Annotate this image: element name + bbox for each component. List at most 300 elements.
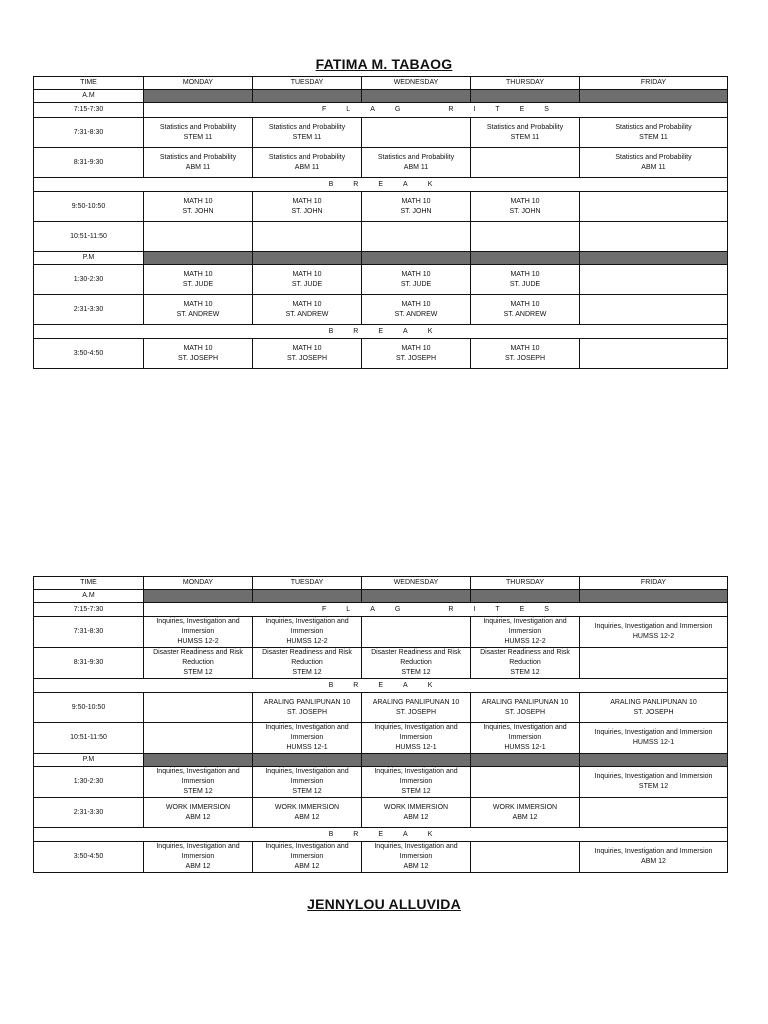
subject-name: Reduction	[400, 659, 432, 666]
section-name: HUMSS 12-2	[286, 638, 328, 645]
shaded-cell	[580, 90, 728, 103]
class-cell-tuesday	[253, 693, 362, 723]
banner-letter: E	[378, 327, 384, 335]
section-name: ST. ANDREW	[394, 310, 438, 318]
time-cell: 8:31-9:30	[34, 148, 144, 178]
time-slot-row	[34, 842, 728, 873]
break-banner	[34, 828, 728, 842]
class-cell-thursday	[471, 222, 580, 252]
class-cell-tuesday	[253, 192, 362, 222]
subject-name: WORK IMMERSION	[165, 803, 231, 811]
break-banner	[34, 178, 728, 192]
class-cell-tuesday	[253, 295, 362, 325]
time-cell: 2:31-3:30	[34, 295, 144, 325]
section-name: ST. ANDREW	[176, 310, 220, 318]
header-row	[34, 77, 728, 90]
subject-name: MATH 10	[401, 300, 431, 308]
banner-letter: G	[394, 605, 401, 613]
subject-name: Inquiries, Investigation and	[156, 843, 240, 850]
time-slot-row	[34, 617, 728, 648]
header-row	[34, 577, 728, 590]
column-header-friday: FRIDAY	[580, 77, 728, 90]
banner-letter: B	[328, 180, 334, 188]
class-cell-thursday	[471, 118, 580, 148]
section-name: HUMSS 12-2	[632, 633, 675, 640]
banner-letter: K	[427, 327, 433, 335]
shaded-cell	[580, 252, 728, 265]
class-cell-friday	[580, 192, 728, 222]
class-cell-thursday	[471, 148, 580, 178]
section-name: ST. JOSEPH	[395, 354, 437, 362]
class-cell-monday	[144, 148, 253, 178]
section-name: ST. ANDREW	[503, 310, 547, 318]
class-cell-friday	[580, 798, 728, 828]
class-cell-wednesday	[362, 222, 471, 252]
subject-name: Immersion	[290, 734, 324, 741]
subject-name: MATH 10	[292, 344, 322, 352]
class-cell-friday	[580, 339, 728, 369]
section-name: ST. ANDREW	[285, 310, 329, 318]
section-name: ABM 12	[512, 813, 538, 821]
class-cell-tuesday	[253, 842, 362, 873]
class-cell-friday	[580, 767, 728, 798]
shaded-cell	[144, 590, 253, 603]
column-header-friday: FRIDAY	[580, 577, 728, 590]
class-cell-friday	[580, 693, 728, 723]
class-cell-thursday	[471, 192, 580, 222]
time-cell: 7:15-7:30	[34, 103, 144, 118]
column-header-wednesday: WEDNESDAY	[362, 77, 471, 90]
time-slot-row	[34, 192, 728, 222]
class-cell-thursday	[471, 648, 580, 679]
banner-letter: E	[378, 180, 384, 188]
subject-name: Disaster Readiness and Risk	[262, 649, 352, 656]
subject-name: Immersion	[290, 778, 324, 785]
section-row	[34, 754, 728, 767]
shaded-cell	[471, 252, 580, 265]
banner-letter: R	[353, 327, 359, 335]
time-slot-row	[34, 767, 728, 798]
subject-name: WORK IMMERSION	[274, 803, 340, 811]
section-name: ABM 12	[641, 858, 666, 865]
banner-letter: T	[495, 106, 500, 113]
section-name: STEM 12	[292, 788, 322, 795]
class-cell-tuesday	[253, 648, 362, 679]
banner-letter: A	[403, 180, 408, 188]
section-name: ABM 12	[403, 813, 429, 821]
banner-letter: E	[519, 106, 525, 113]
time-slot-row	[34, 265, 728, 295]
class-cell-monday	[144, 222, 253, 252]
subject-name: Inquiries, Investigation and Immersion	[594, 623, 713, 630]
shaded-cell	[362, 90, 471, 103]
class-cell-monday	[144, 339, 253, 369]
section-label: P.M	[34, 252, 144, 265]
subject-name: Inquiries, Investigation and	[156, 618, 240, 625]
banner-letter: A	[370, 106, 375, 113]
column-header-thursday: THURSDAY	[471, 77, 580, 90]
section-name: ST. JOHN	[509, 207, 541, 215]
schedule-table	[33, 76, 728, 369]
section-row	[34, 590, 728, 603]
class-cell-wednesday	[362, 767, 471, 798]
shaded-cell	[362, 754, 471, 767]
banner-letter: S	[544, 106, 549, 113]
subject-name: MATH 10	[401, 270, 431, 278]
subject-name: MATH 10	[183, 197, 213, 205]
time-cell: 9:50-10:50	[34, 693, 144, 723]
subject-name: MATH 10	[292, 300, 322, 308]
class-cell-wednesday	[362, 648, 471, 679]
time-slot-row	[34, 648, 728, 679]
break-row	[34, 325, 728, 339]
banner-letter: R	[448, 106, 454, 113]
class-cell-tuesday	[253, 265, 362, 295]
subject-name: Immersion	[181, 778, 215, 785]
class-cell-monday	[144, 767, 253, 798]
class-cell-thursday	[471, 295, 580, 325]
time-slot-row	[34, 339, 728, 369]
class-cell-wednesday	[362, 339, 471, 369]
section-name: STEM 12	[510, 669, 540, 676]
time-cell: 7:15-7:30	[34, 603, 144, 617]
section-name: ST. JOHN	[182, 207, 214, 215]
banner-letter: F	[322, 605, 327, 613]
shaded-cell	[362, 252, 471, 265]
subject-name: Inquiries, Investigation and	[156, 768, 240, 775]
banner-letter: A	[370, 605, 375, 613]
break-row	[34, 828, 728, 842]
subject-name: Inquiries, Investigation and Immersion	[594, 729, 713, 736]
column-header-time: TIME	[34, 577, 144, 590]
banner-letter: K	[427, 681, 433, 689]
subject-name: Immersion	[399, 734, 433, 741]
class-cell-monday	[144, 118, 253, 148]
class-cell-tuesday	[253, 723, 362, 754]
subject-name: Disaster Readiness and Risk	[480, 649, 570, 656]
banner-letter: K	[427, 830, 433, 838]
class-cell-tuesday	[253, 798, 362, 828]
subject-name: Statistics and Probability	[377, 153, 455, 161]
class-cell-tuesday	[253, 148, 362, 178]
shaded-cell	[471, 590, 580, 603]
section-name: ST. JOSEPH	[395, 708, 437, 716]
break-banner	[34, 679, 728, 693]
class-cell-friday	[580, 295, 728, 325]
banner-letter: L	[346, 605, 351, 613]
subject-name: Reduction	[291, 659, 323, 666]
shaded-cell	[253, 90, 362, 103]
teacher-name-title: FATIMA M. TABAOG	[315, 56, 453, 72]
banner-letter: E	[378, 681, 384, 689]
subject-name: MATH 10	[401, 197, 431, 205]
subject-name: Inquiries, Investigation and	[374, 768, 458, 775]
break-row	[34, 178, 728, 192]
class-cell-wednesday	[362, 192, 471, 222]
class-cell-thursday	[471, 723, 580, 754]
subject-name: WORK IMMERSION	[383, 803, 449, 811]
section-row	[34, 90, 728, 103]
section-name: STEM 12	[183, 669, 213, 676]
subject-name: Statistics and Probability	[159, 123, 237, 131]
section-name: STEM 12	[638, 783, 669, 790]
subject-name: Inquiries, Investigation and Immersion	[594, 773, 713, 780]
section-name: ABM 11	[403, 163, 429, 171]
class-cell-thursday	[471, 339, 580, 369]
subject-name: Immersion	[399, 853, 433, 860]
banner-letter: R	[353, 681, 359, 689]
section-name: ABM 11	[294, 163, 320, 171]
class-cell-wednesday	[362, 693, 471, 723]
section-name: ABM 11	[185, 163, 211, 171]
banner-letter: I	[473, 605, 476, 613]
subject-name: Immersion	[290, 853, 324, 860]
section-name: HUMSS 12-1	[286, 744, 328, 751]
class-cell-wednesday	[362, 842, 471, 873]
class-cell-friday	[580, 648, 728, 679]
class-cell-friday	[580, 723, 728, 754]
column-header-monday: MONDAY	[144, 577, 253, 590]
section-name: HUMSS 12-1	[504, 744, 546, 751]
section-name: ABM 12	[294, 813, 320, 821]
class-cell-friday	[580, 118, 728, 148]
subject-name: Immersion	[181, 628, 215, 635]
time-cell: 10:51-11:50	[34, 222, 144, 252]
column-header-monday: MONDAY	[144, 77, 253, 90]
class-cell-tuesday	[253, 339, 362, 369]
section-name: HUMSS 12-2	[177, 638, 219, 645]
section-name: STEM 12	[183, 788, 213, 795]
subject-name: ARALING PANLIPUNAN 10	[263, 698, 351, 706]
class-cell-tuesday	[253, 118, 362, 148]
banner-letter: R	[353, 830, 359, 838]
banner-letter: B	[328, 681, 334, 689]
section-name: ST. JUDE	[400, 280, 432, 288]
shaded-cell	[144, 252, 253, 265]
class-cell-tuesday	[253, 222, 362, 252]
banner-letter: A	[403, 327, 408, 335]
subject-name: Disaster Readiness and Risk	[371, 649, 461, 656]
flag-rites-row	[34, 103, 728, 118]
class-cell-thursday	[471, 798, 580, 828]
column-header-wednesday: WEDNESDAY	[362, 577, 471, 590]
subject-name: Statistics and Probability	[268, 123, 346, 131]
subject-name: MATH 10	[292, 270, 322, 278]
subject-name: MATH 10	[292, 197, 322, 205]
subject-name: Reduction	[509, 659, 541, 666]
section-name: ST. JUDE	[291, 280, 323, 288]
section-name: ST. JOHN	[400, 207, 432, 215]
time-cell: 8:31-9:30	[34, 648, 144, 679]
subject-name: Disaster Readiness and Risk	[153, 649, 243, 656]
class-cell-wednesday	[362, 265, 471, 295]
section-name: ST. JOSEPH	[504, 354, 546, 362]
shaded-cell	[253, 590, 362, 603]
subject-name: Immersion	[508, 628, 542, 635]
banner-letter: E	[519, 605, 525, 613]
flag-rites-banner	[144, 603, 728, 617]
time-slot-row	[34, 118, 728, 148]
subject-name: ARALING PANLIPUNAN 10	[610, 698, 697, 706]
time-cell: 1:30-2:30	[34, 767, 144, 798]
class-cell-thursday	[471, 842, 580, 873]
banner-letter: B	[328, 327, 334, 335]
time-cell: 1:30-2:30	[34, 265, 144, 295]
section-name: STEM 12	[401, 788, 431, 795]
section-name: ABM 12	[185, 863, 211, 870]
banner-letter: F	[322, 106, 327, 113]
section-name: ST. JOSEPH	[633, 708, 674, 716]
subject-name: MATH 10	[510, 300, 540, 308]
section-name: STEM 11	[510, 133, 540, 141]
class-cell-monday	[144, 617, 253, 648]
subject-name: Inquiries, Investigation and	[374, 724, 458, 731]
column-header-time: TIME	[34, 77, 144, 90]
section-label: A.M	[34, 590, 144, 603]
subject-name: Inquiries, Investigation and	[265, 843, 349, 850]
section-name: STEM 11	[292, 133, 322, 141]
section-label: A.M	[34, 90, 144, 103]
subject-name: Statistics and Probability	[615, 153, 692, 161]
class-cell-wednesday	[362, 798, 471, 828]
shaded-cell	[471, 90, 580, 103]
time-cell: 9:50-10:50	[34, 192, 144, 222]
class-cell-friday	[580, 842, 728, 873]
banner-letter: E	[378, 830, 384, 838]
class-cell-wednesday	[362, 723, 471, 754]
teacher-name-title: JENNYLOU ALLUVIDA	[307, 896, 461, 912]
subject-name: MATH 10	[183, 300, 213, 308]
banner-letter: B	[328, 830, 334, 838]
subject-name: ARALING PANLIPUNAN 10	[481, 698, 569, 706]
subject-name: Immersion	[399, 778, 433, 785]
flag-rites-row	[34, 603, 728, 617]
class-cell-friday	[580, 222, 728, 252]
class-cell-wednesday	[362, 148, 471, 178]
section-name: STEM 12	[292, 669, 322, 676]
subject-name: Inquiries, Investigation and	[265, 618, 349, 625]
class-cell-monday	[144, 842, 253, 873]
class-cell-monday	[144, 648, 253, 679]
time-slot-row	[34, 222, 728, 252]
time-cell: 2:31-3:30	[34, 798, 144, 828]
subject-name: ARALING PANLIPUNAN 10	[372, 698, 460, 706]
section-name: ST. JOSEPH	[504, 708, 546, 716]
subject-name: WORK IMMERSION	[492, 803, 558, 811]
time-slot-row	[34, 798, 728, 828]
section-name: ST. JUDE	[509, 280, 541, 288]
subject-name: Statistics and Probability	[268, 153, 346, 161]
banner-letter: A	[403, 681, 408, 689]
class-cell-monday	[144, 693, 253, 723]
shaded-cell	[362, 590, 471, 603]
section-name: ABM 12	[185, 813, 211, 821]
section-name: ABM 12	[403, 863, 429, 870]
section-name: HUMSS 12-2	[504, 638, 546, 645]
shaded-cell	[253, 754, 362, 767]
subject-name: Inquiries, Investigation and	[265, 724, 349, 731]
class-cell-thursday	[471, 693, 580, 723]
break-banner	[34, 325, 728, 339]
column-header-thursday: THURSDAY	[471, 577, 580, 590]
section-name: ABM 11	[641, 163, 666, 171]
subject-name: Inquiries, Investigation and	[483, 724, 567, 731]
subject-name: Reduction	[182, 659, 214, 666]
banner-letter: R	[448, 605, 454, 613]
class-cell-tuesday	[253, 617, 362, 648]
subject-name: Immersion	[181, 853, 215, 860]
banner-letter: R	[353, 180, 359, 188]
column-header-tuesday: TUESDAY	[253, 77, 362, 90]
subject-name: Statistics and Probability	[615, 123, 692, 131]
section-name: ST. JOHN	[291, 207, 323, 215]
class-cell-monday	[144, 192, 253, 222]
section-name: STEM 12	[401, 669, 431, 676]
time-slot-row	[34, 148, 728, 178]
section-name: HUMSS 12-1	[632, 739, 675, 746]
subject-name: Statistics and Probability	[486, 123, 564, 131]
shaded-cell	[253, 252, 362, 265]
class-cell-monday	[144, 723, 253, 754]
banner-letter: G	[394, 106, 401, 113]
subject-name: Inquiries, Investigation and Immersion	[594, 848, 713, 855]
subject-name: MATH 10	[183, 270, 213, 278]
time-slot-row	[34, 723, 728, 754]
class-cell-thursday	[471, 617, 580, 648]
section-name: STEM 11	[183, 133, 213, 141]
time-cell: 3:50-4:50	[34, 842, 144, 873]
class-cell-thursday	[471, 265, 580, 295]
time-slot-row	[34, 693, 728, 723]
section-row	[34, 252, 728, 265]
time-slot-row	[34, 295, 728, 325]
class-cell-monday	[144, 798, 253, 828]
section-name: ST. JUDE	[182, 280, 214, 288]
class-cell-wednesday	[362, 118, 471, 148]
banner-letter: I	[473, 106, 476, 113]
section-name: STEM 11	[639, 133, 668, 141]
section-name: ST. JOSEPH	[177, 354, 219, 362]
class-cell-wednesday	[362, 617, 471, 648]
shaded-cell	[144, 90, 253, 103]
subject-name: Inquiries, Investigation and	[265, 768, 349, 775]
shaded-cell	[580, 754, 728, 767]
banner-letter: T	[495, 605, 500, 613]
shaded-cell	[144, 754, 253, 767]
banner-letter: K	[427, 180, 433, 188]
subject-name: Statistics and Probability	[159, 153, 237, 161]
class-cell-thursday	[471, 767, 580, 798]
section-label: P.M	[34, 754, 144, 767]
subject-name: MATH 10	[510, 344, 540, 352]
subject-name: Immersion	[290, 628, 324, 635]
flag-rites-banner	[144, 103, 728, 118]
time-cell: 10:51-11:50	[34, 723, 144, 754]
subject-name: Inquiries, Investigation and	[374, 843, 458, 850]
subject-name: Immersion	[508, 734, 542, 741]
subject-name: MATH 10	[510, 270, 540, 278]
banner-letter: L	[346, 106, 351, 113]
class-cell-friday	[580, 265, 728, 295]
class-cell-monday	[144, 265, 253, 295]
shaded-cell	[471, 754, 580, 767]
class-cell-monday	[144, 295, 253, 325]
column-header-tuesday: TUESDAY	[253, 577, 362, 590]
section-name: HUMSS 12-1	[395, 744, 437, 751]
subject-name: Inquiries, Investigation and	[483, 618, 567, 625]
time-cell: 7:31-8:30	[34, 617, 144, 648]
section-name: ST. JOSEPH	[286, 354, 328, 362]
